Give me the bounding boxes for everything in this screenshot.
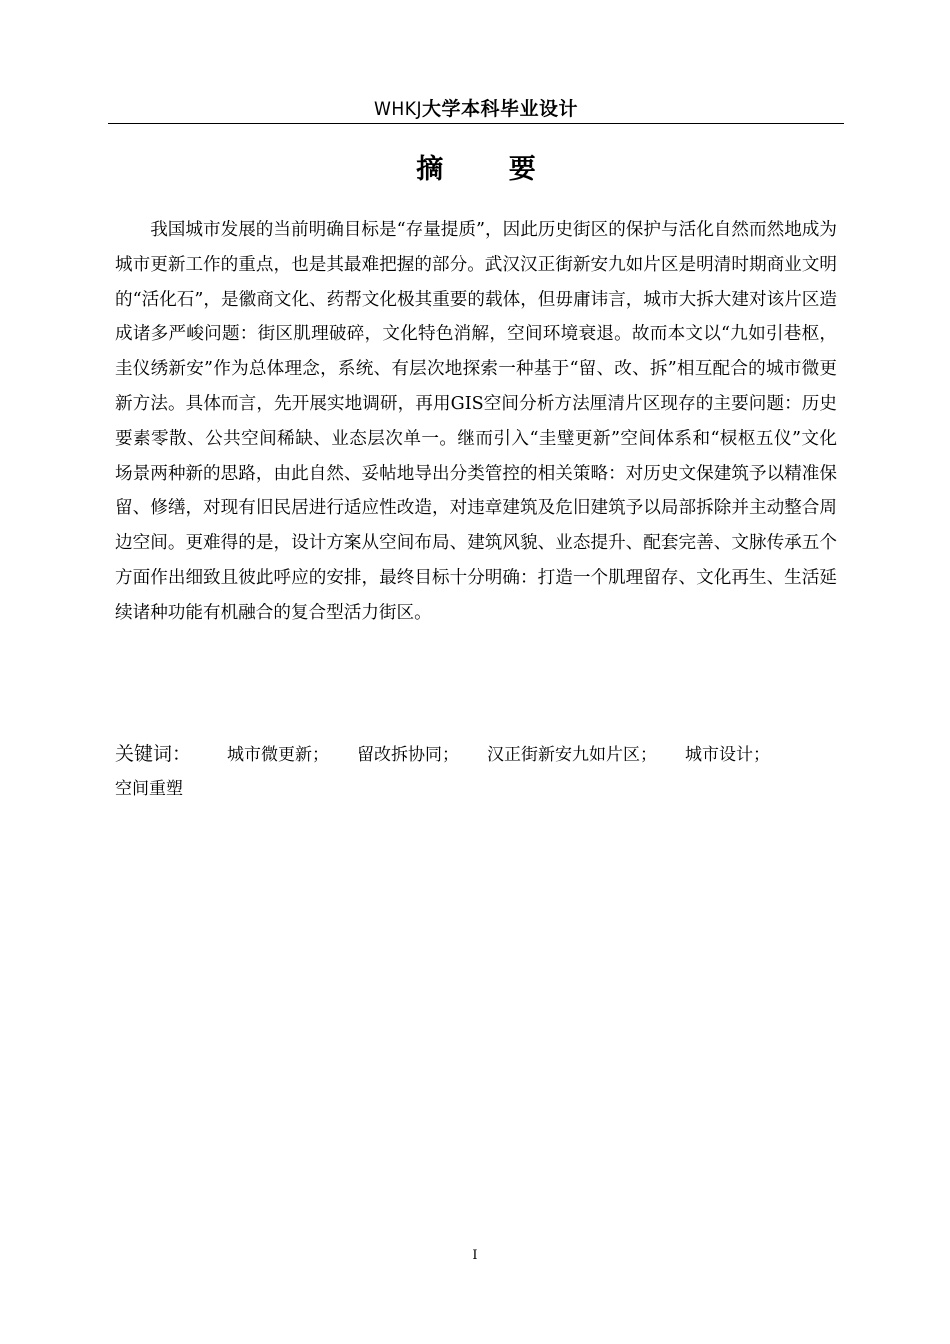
abstract-title: 摘 要	[416, 154, 564, 185]
keyword-item: 城市微更新；	[227, 745, 330, 765]
header-title: 大学本科毕业设计	[422, 98, 579, 120]
keyword-item: 城市设计；	[685, 745, 771, 765]
abstract-body: 我国城市发展的当前明确目标是“存量提质”，因此历史街区的保护与活化自然而然地成为城市更新工作的重点，也是其最难把握的部分。武汉汉正街新安九如片区是明清时期商业文明的“活化石”，是徽商文化、药帮文化极其重要的载体，但毋庸讳言，城市大拆大建对该片区造成诸多严峻问题：街区肌理破碎，文化特色消解，空间环境衰退。故而本文以“九如引巷枢，圭仪绣新安”作为总体理念，系统、有层次地探索一种基于“留、改、拆”相互配合的城市微更新方法。具体而言，先开展实地调研，再用GIS空间分析方法厘清片区现存的主要问题：历史要素零散、公共空间稀缺、业态层次单一。继而引入“圭璧更新”空间体系和“棂枢五仪”文化场景两种新的思路，由此自然、妥帖地导出分类管控的相关策略：对历史文保建筑予以精准保留、修缮，对现有旧民居进行适应性改造，对违章建筑及危旧建筑予以局部拆除并主动整合周边空间。更难得的是，设计方案从空间布局、建筑风貌、业态提升、配套完善、文脉传承五个方面作出细致且彼此呼应的安排，最终目标十分明确：打造一个肌理留存、文化再生、生活延续诸种功能有机融合的复合型活力街区。	[115, 220, 837, 623]
keyword-item: 留改拆协同；	[357, 745, 460, 765]
keyword-item: 空间重塑	[115, 779, 183, 799]
keywords-section	[115, 737, 837, 806]
page-number: I	[472, 1248, 478, 1263]
header-divider	[108, 123, 844, 124]
header-prefix: WHKJ	[373, 98, 422, 120]
keywords-label: 关键词：	[115, 743, 192, 765]
keyword-item: 汉正街新安九如片区；	[487, 745, 658, 765]
page-header	[108, 96, 844, 122]
